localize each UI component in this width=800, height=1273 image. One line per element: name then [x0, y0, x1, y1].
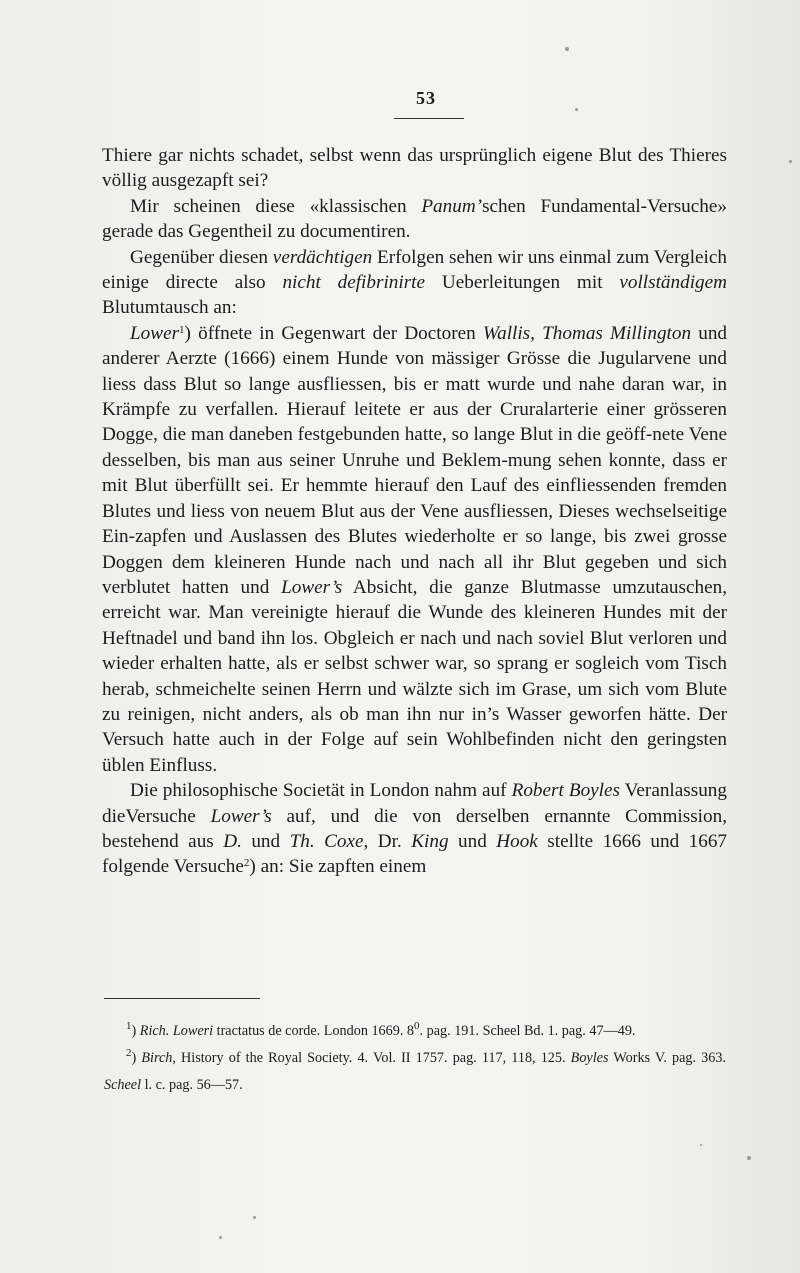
body-text	[102, 143, 727, 880]
paper-speck	[219, 1236, 222, 1239]
italic-name: King	[411, 830, 449, 852]
text-run: schen Fundamental-Versuche» gerade das Gegentheil zu documentiren.	[102, 195, 727, 243]
paragraph-2	[102, 194, 727, 245]
paper-speck	[747, 1156, 751, 1160]
italic-emphasis: verdächtigen	[272, 246, 373, 268]
paper-speck	[253, 1216, 256, 1219]
footnote-ref: 2	[243, 857, 250, 870]
italic-name: Wallis, Thomas Millington	[482, 322, 692, 344]
page-number-rule	[394, 118, 464, 119]
footnote-marker: 1	[126, 1020, 132, 1032]
text-run: und	[448, 830, 497, 852]
text-run: Ueberleitungen mit	[425, 272, 620, 294]
text-run: Absicht, die ganze Blutmasse umzutauschen, erreicht war. Man vereinigte hierauf die Wunde des kleineren Hundes mit der Heftnadel und band ihn los. Obgleich er nach und nach soviel Blut verloren und wieder erhalten hatte, als er selbst schwer war, so sprang er sogleich vom Tisch herab, schmeichelte seinen Herrn und wälzte sich im Grase, um sich vom Blute zu reinigen, nicht anders, als ob man ihn nur in’s Wasser geworfen hätte. Der Versuch hatte auch in der Folge auf sein Wohlbefinden nicht den geringsten üblen Einfluss.	[102, 576, 727, 776]
paragraph-1	[102, 143, 727, 194]
text-run: ) an: Sie zapften einem	[249, 856, 427, 878]
footnotes	[104, 1018, 726, 1099]
paper-speck	[575, 108, 578, 111]
italic-name: Hook	[496, 830, 538, 852]
italic-name: Birch	[141, 1050, 173, 1066]
italic-name: D.	[223, 830, 242, 852]
italic-name: Lower’s	[210, 805, 272, 827]
paragraph-4	[102, 321, 727, 778]
footnote-2	[104, 1045, 726, 1099]
paper-speck	[789, 160, 792, 163]
text-run: auf, und die von derselben ernannte Commission, bestehend aus	[102, 805, 727, 852]
text-run: und anderer Aerzte (1666) einem Hunde von mässiger Grösse die Jugularvene und liess dass Blut so lange ausfliessen, bis er matt wurde und nahe daran war, in Krämpfe zu verfallen. Hierauf leitete er aus der Cruralarterie einer grösseren Dogge, die man daneben festgebunden hatte, so lange Blut in die geöff-nete Vene desselben, bis man aus seiner Unruhe und Beklem-mung sehen konnte, dass er mit Blut überfüllt sei. Er hemmte hierauf den Lauf des einfliessenden fremden Blutes und liess von neuem Blut aus der Vene ausfliessen, Dieses wechselseitige Ein-zapfen und Auslassen des Blutes wiederholte er so lange, bis zwei grosse Doggen dem kleineren Hunde nach und nach all ihr Blut gegeben und sich verblutet hatten und	[102, 322, 728, 598]
footnote-rule	[104, 998, 260, 999]
italic-name: Robert Boyles	[511, 780, 620, 802]
italic-name: Rich. Loweri	[139, 1023, 214, 1039]
text-run: ) öffnete in Gegenwart der Doctoren	[184, 322, 483, 344]
paper-speck	[700, 1144, 702, 1146]
text-run: Works V. pag. 363.	[608, 1050, 726, 1066]
footnote-1	[104, 1018, 726, 1045]
text-run: Die philosophische Societät in London nahm auf	[130, 780, 512, 802]
text-run: Thiere gar nichts schadet, selbst wenn das ursprünglich eigene Blut des Thieres völlig ausgezapft sei?	[102, 145, 727, 192]
text-run: stellte 1666 und 1667 folgende Versuche	[102, 830, 728, 878]
italic-name: Boyles	[570, 1050, 609, 1066]
italic-emphasis: vollständigem	[619, 272, 727, 294]
footnote-marker: 2	[126, 1047, 132, 1059]
page-number-block	[388, 88, 464, 109]
text-run: Veranlassung dieVersuche	[102, 780, 727, 827]
italic-name: Scheel	[104, 1077, 142, 1093]
text-run: und	[241, 830, 290, 852]
text-run: , Dr.	[363, 830, 412, 852]
text-run: l. c. pag. 56—57.	[141, 1077, 243, 1093]
paragraph-3	[102, 245, 727, 321]
paper-speck	[565, 47, 569, 51]
text-run: Mir scheinen diese «klassischen	[130, 195, 422, 217]
italic-name: Panum’	[421, 195, 483, 217]
text-run: . pag. 191. Scheel Bd. 1. pag. 47—49.	[419, 1023, 636, 1039]
text-run: )	[131, 1050, 142, 1066]
text-run: )	[131, 1023, 140, 1039]
italic-name: Lower	[130, 322, 180, 344]
page-number: 53	[416, 88, 436, 108]
text-run: Erfolgen sehen wir uns einmal zum Vergleich einige directe also	[102, 246, 727, 294]
italic-name: Lower’s	[281, 576, 343, 598]
text-run: Gegenüber diesen	[130, 246, 273, 268]
superscript: 0	[414, 1020, 420, 1032]
italic-emphasis: nicht defibrinirte	[282, 272, 426, 294]
text-run: Blutumtausch an:	[102, 297, 237, 319]
text-run: tractatus de corde. London 1669. 8	[213, 1023, 415, 1039]
footnote-ref: 1	[179, 323, 185, 336]
paragraph-5	[102, 778, 727, 880]
text-run: , History of the Royal Society. 4. Vol. II 1757. pag. 117, 118, 125.	[172, 1050, 571, 1066]
italic-name: Th. Coxe	[289, 830, 364, 852]
